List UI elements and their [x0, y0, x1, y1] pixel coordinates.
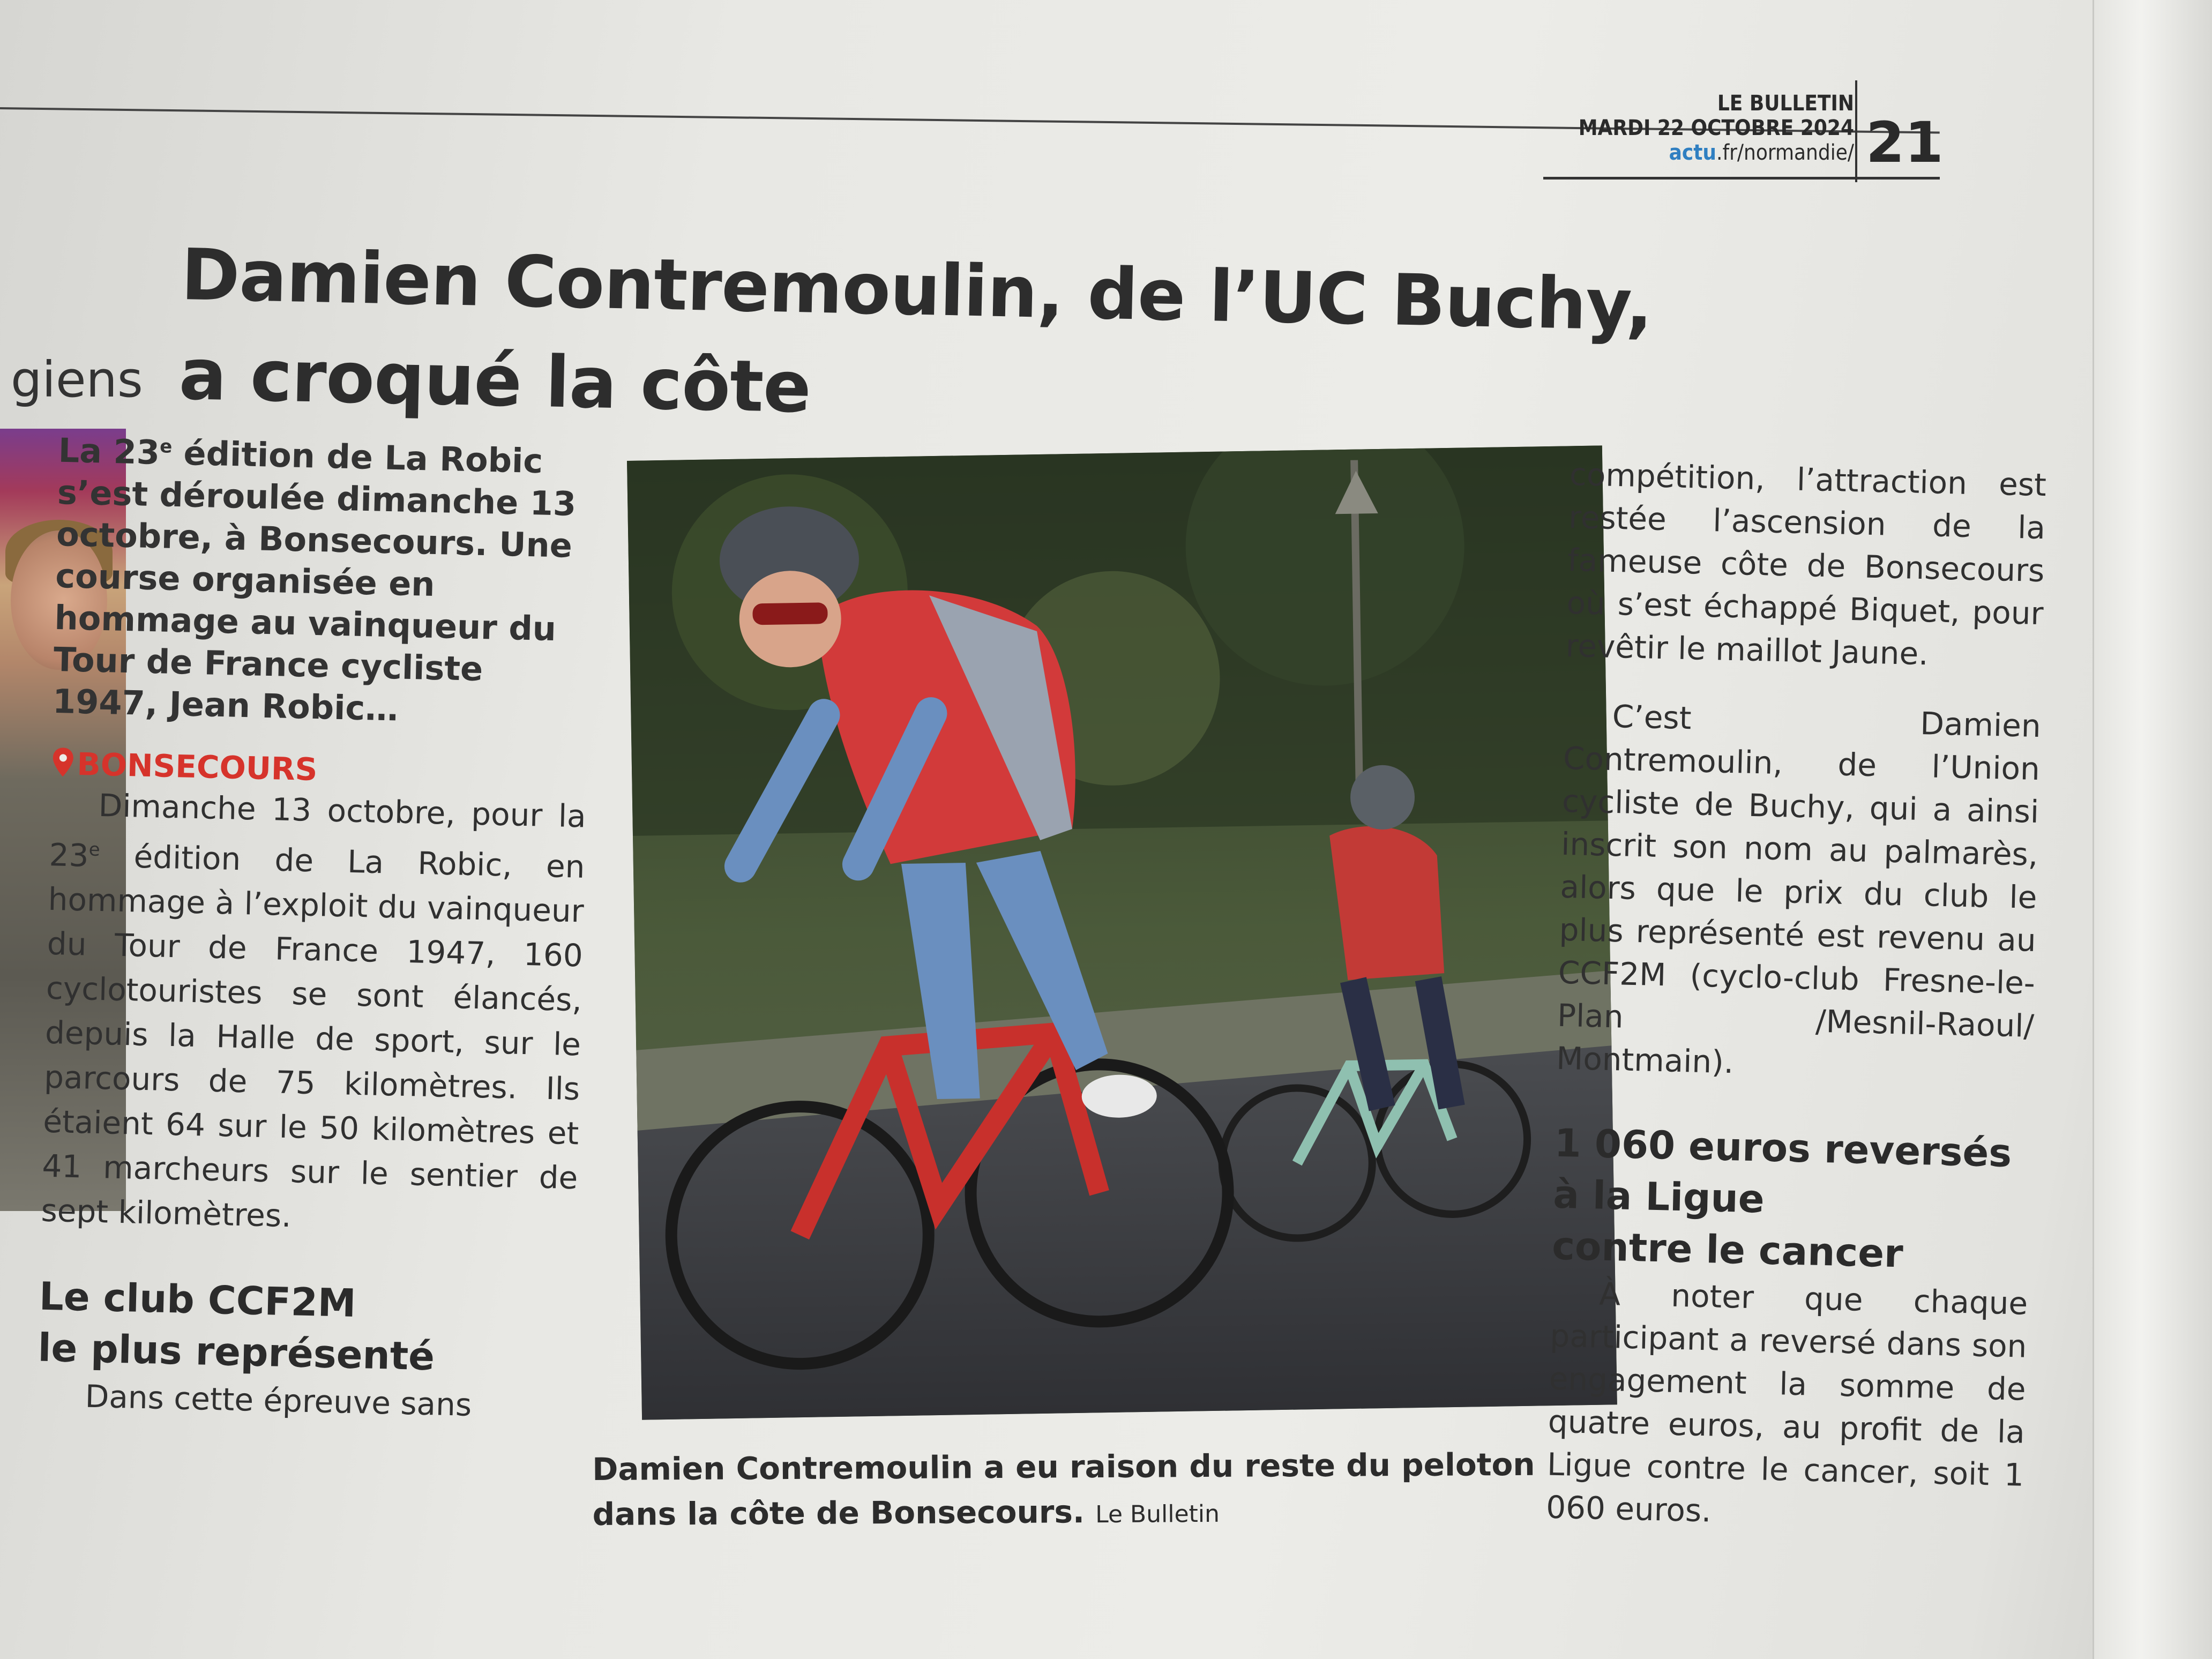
subhead-donation-line-1: 1 060 euros reversés	[1553, 1120, 2013, 1176]
lede-end: édition de La Robic s’est déroulée dimanche 13 octobre, à Bonsecours. Une course organisée en hommage au vainqueur du Tour de France cycliste 1947, Jean Robic…	[52, 433, 577, 729]
page-edge	[2093, 0, 2212, 1659]
subhead-donation	[1551, 1117, 2031, 1282]
article-column-left	[36, 423, 595, 1430]
headline-line-2: a croqué la côte	[178, 333, 812, 429]
page-number-separator	[1855, 80, 1857, 182]
headline-line-1: Damien Contremoulin, de l’UC Buchy,	[180, 233, 1654, 347]
cyclists-photo-illustration	[627, 445, 1617, 1419]
photo-credit: Le Bulletin	[1095, 1500, 1220, 1529]
subhead-club-line-2: le plus représenté	[37, 1325, 436, 1379]
paragraph-2-continued: compétition, l’attraction est restée l’ascension de la fameuse côte de Bonsecours où s’est échappé Biquet, pour revêtir le maillot Jaune.	[1565, 455, 2047, 672]
article-column-right	[1545, 453, 2046, 1540]
para1-start: Dimanche 13 octobre, pour la 23	[48, 787, 587, 874]
para1-end: édition de La Robic, en hommage à l’exploit du vainqueur du Tour de France 1947, 160 cyclotouristes se sont élancés, depuis la Halle de sport, sur le parcours de 75 kilomètres. Ils étaient 64 sur le 50 kilomètres et 41 marcheurs sur le sentier de sept kilomètres.	[40, 837, 586, 1235]
caption-text: Damien Contremoulin a eu raison du reste du peloton dans la côte de Bonsecours.	[592, 1446, 1535, 1533]
paragraph-1	[41, 782, 587, 1245]
page-header	[1554, 91, 1854, 165]
article-photo	[627, 445, 1617, 1419]
photo-caption	[592, 1441, 1621, 1540]
subhead-donation-line-2: à la Ligue	[1552, 1171, 1765, 1222]
publication-name: LE BULLETIN	[1717, 91, 1854, 116]
location-pin-icon	[51, 746, 75, 778]
site-path: .fr/normandie/	[1716, 140, 1854, 165]
subhead-donation-line-3: contre le cancer	[1551, 1223, 1904, 1276]
site-url	[1554, 140, 1854, 165]
page-number: 21	[1866, 110, 1944, 175]
paragraph-4: À noter que chaque participant a reversé dans son engagement la somme de quatre euros, au profit de la Ligue contre le cancer, soit 1 060 euros.	[1545, 1275, 2028, 1529]
lede-sup: e	[159, 436, 173, 458]
paragraph-2-start: Dans cette épreuve sans	[85, 1378, 472, 1423]
subhead-club-line-1: Le club CCF2M	[39, 1273, 357, 1326]
lede-start: La 23	[58, 430, 160, 472]
issue-date: MARDI 22 OCTOBRE 2024	[1578, 116, 1854, 140]
adjacent-article-fragment: giens	[11, 351, 143, 408]
dateline-text: BONSECOURS	[76, 745, 318, 788]
subhead-club	[38, 1271, 576, 1386]
site-brand: actu	[1669, 140, 1717, 165]
header-rule	[1543, 177, 1940, 180]
article-lede	[52, 423, 594, 734]
paragraph-3: C’est Damien Contremoulin, de l’Union cycliste de Buchy, qui a ainsi inscrit son nom au palmarès, alors que le prix du club le plus représenté est revenu au CCF2M (cyclo-club Fresne-le-Plan /Mesnil-Raoul/ Montmain).	[1556, 698, 2042, 1081]
para1-sup: e	[88, 839, 101, 861]
article-headline	[178, 225, 1789, 458]
